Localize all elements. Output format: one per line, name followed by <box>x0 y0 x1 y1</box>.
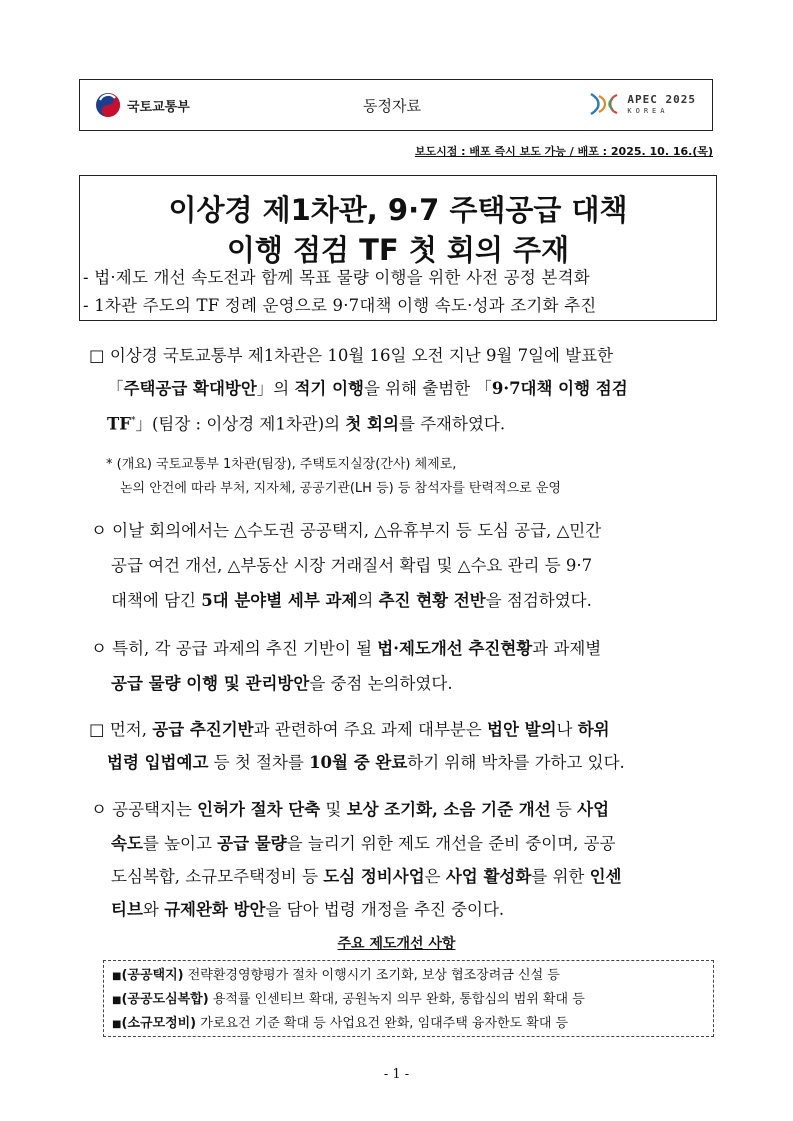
title-box <box>79 175 717 321</box>
ministry-logo <box>95 92 190 118</box>
headline-line-2: 이행 점검 TF 첫 회의 주재 <box>226 233 570 267</box>
apec-logo <box>587 90 696 118</box>
improvements-title: 주요 제도개선 사항 <box>337 936 456 952</box>
paragraph-4-line-1: □ 먼저, 공급 추진기반과 관련하여 주요 과제 대부분은 법안 발의나 하위 <box>89 720 610 739</box>
release-info: 보도시점 : 배포 즉시 보도 가능 / 배포 : 2025. 10. 16.(목) <box>414 145 713 158</box>
apec-subtitle: KOREA <box>627 106 669 115</box>
improvements-box <box>103 960 714 1037</box>
headline-line-1: 이상경 제1차관, 9·7 주택공급 대책 <box>168 193 628 227</box>
subheadline-1: - 법·제도 개선 속도전과 함께 목표 물량 이행을 위한 사전 공정 본격화 <box>83 268 590 287</box>
paragraph-2-line-3: 대책에 담긴 5대 분야별 세부 과제의 추진 현황 전반을 점검하였다. <box>111 591 592 610</box>
footnote-line-2: 논의 안건에 따라 부처, 지자체, 공공기관(LH 등) 등 참석자를 탄력적으로 운영 <box>120 481 561 496</box>
paragraph-5-line-1: ㅇ 공공택지는 인허가 절차 단축 및 보상 조기화, 소음 기준 개선 등 사업 <box>91 800 610 819</box>
paragraph-1-line-3: TF*」(팀장 : 이상경 제1차관)의 첫 회의를 주재하였다. <box>107 414 506 434</box>
paragraph-5-line-3: 도심복합, 소규모주택정비 등 도심 정비사업은 사업 활성화를 위한 인센 <box>111 867 622 886</box>
apec-swirl-icon <box>587 90 623 118</box>
paragraph-1-line-1: □ 이상경 국토교통부 제1차관은 10월 16일 오전 지난 9월 7일에 발표한 <box>89 346 614 365</box>
paragraph-3-line-2: 공급 물량 이행 및 관리방안을 중점 논의하였다. <box>111 674 453 693</box>
ministry-name: 국토교통부 <box>127 99 190 115</box>
apec-title: APEC 2025 <box>627 92 696 106</box>
paragraph-3-line-1: ㅇ 특히, 각 공급 과제의 추진 기반이 될 법·제도개선 추진현황과 과제별 <box>91 639 602 658</box>
subheadline-2: - 1차관 주도의 TF 정례 운영으로 9·7대책 이행 속도·성과 조기화 추진 <box>83 296 597 315</box>
paragraph-2-line-2: 공급 여건 개선, △부동산 시장 거래질서 확립 및 △수요 관리 등 9·7 <box>111 556 593 575</box>
taegeuk-icon <box>95 92 121 118</box>
paragraph-1-line-2: 「주택공급 확대방안」의 적기 이행을 위해 출범한 「9·7대책 이행 점검 <box>107 379 628 398</box>
improvement-row: ■(공공도심복합) 용적률 인센티브 확대, 공원녹지 의무 완화, 통합심의 범위 확대 등 <box>112 992 585 1007</box>
improvement-row: ■(소규모정비) 가로요건 기준 확대 등 사업요건 완화, 임대주택 융자한도 확대 등 <box>112 1016 569 1031</box>
paragraph-2-line-1: ㅇ 이날 회의에서는 △수도권 공공택지, △유휴부지 등 도심 공급, △민간 <box>91 521 602 540</box>
paragraph-5-line-4: 티브와 규제완화 방안을 담아 법령 개정을 추진 중이다. <box>111 900 505 919</box>
document-type: 동정자료 <box>363 97 421 115</box>
header-box <box>79 79 713 131</box>
improvement-row: ■(공공택지) 전략환경영향평가 절차 이행시기 조기화, 보상 협조장려금 신설 등 <box>112 968 560 983</box>
paragraph-4-line-2: 법령 입법예고 등 첫 절차를 10월 중 완료하기 위해 박차를 가하고 있다. <box>107 753 625 772</box>
page-number: - 1 - <box>383 1067 410 1082</box>
footnote-line-1: * (개요) 국토교통부 1차관(팀장), 주택토지실장(간사) 체제로, <box>106 457 457 472</box>
paragraph-5-line-2: 속도를 높이고 공급 물량을 늘리기 위한 제도 개선을 준비 중이며, 공공 <box>111 834 616 853</box>
